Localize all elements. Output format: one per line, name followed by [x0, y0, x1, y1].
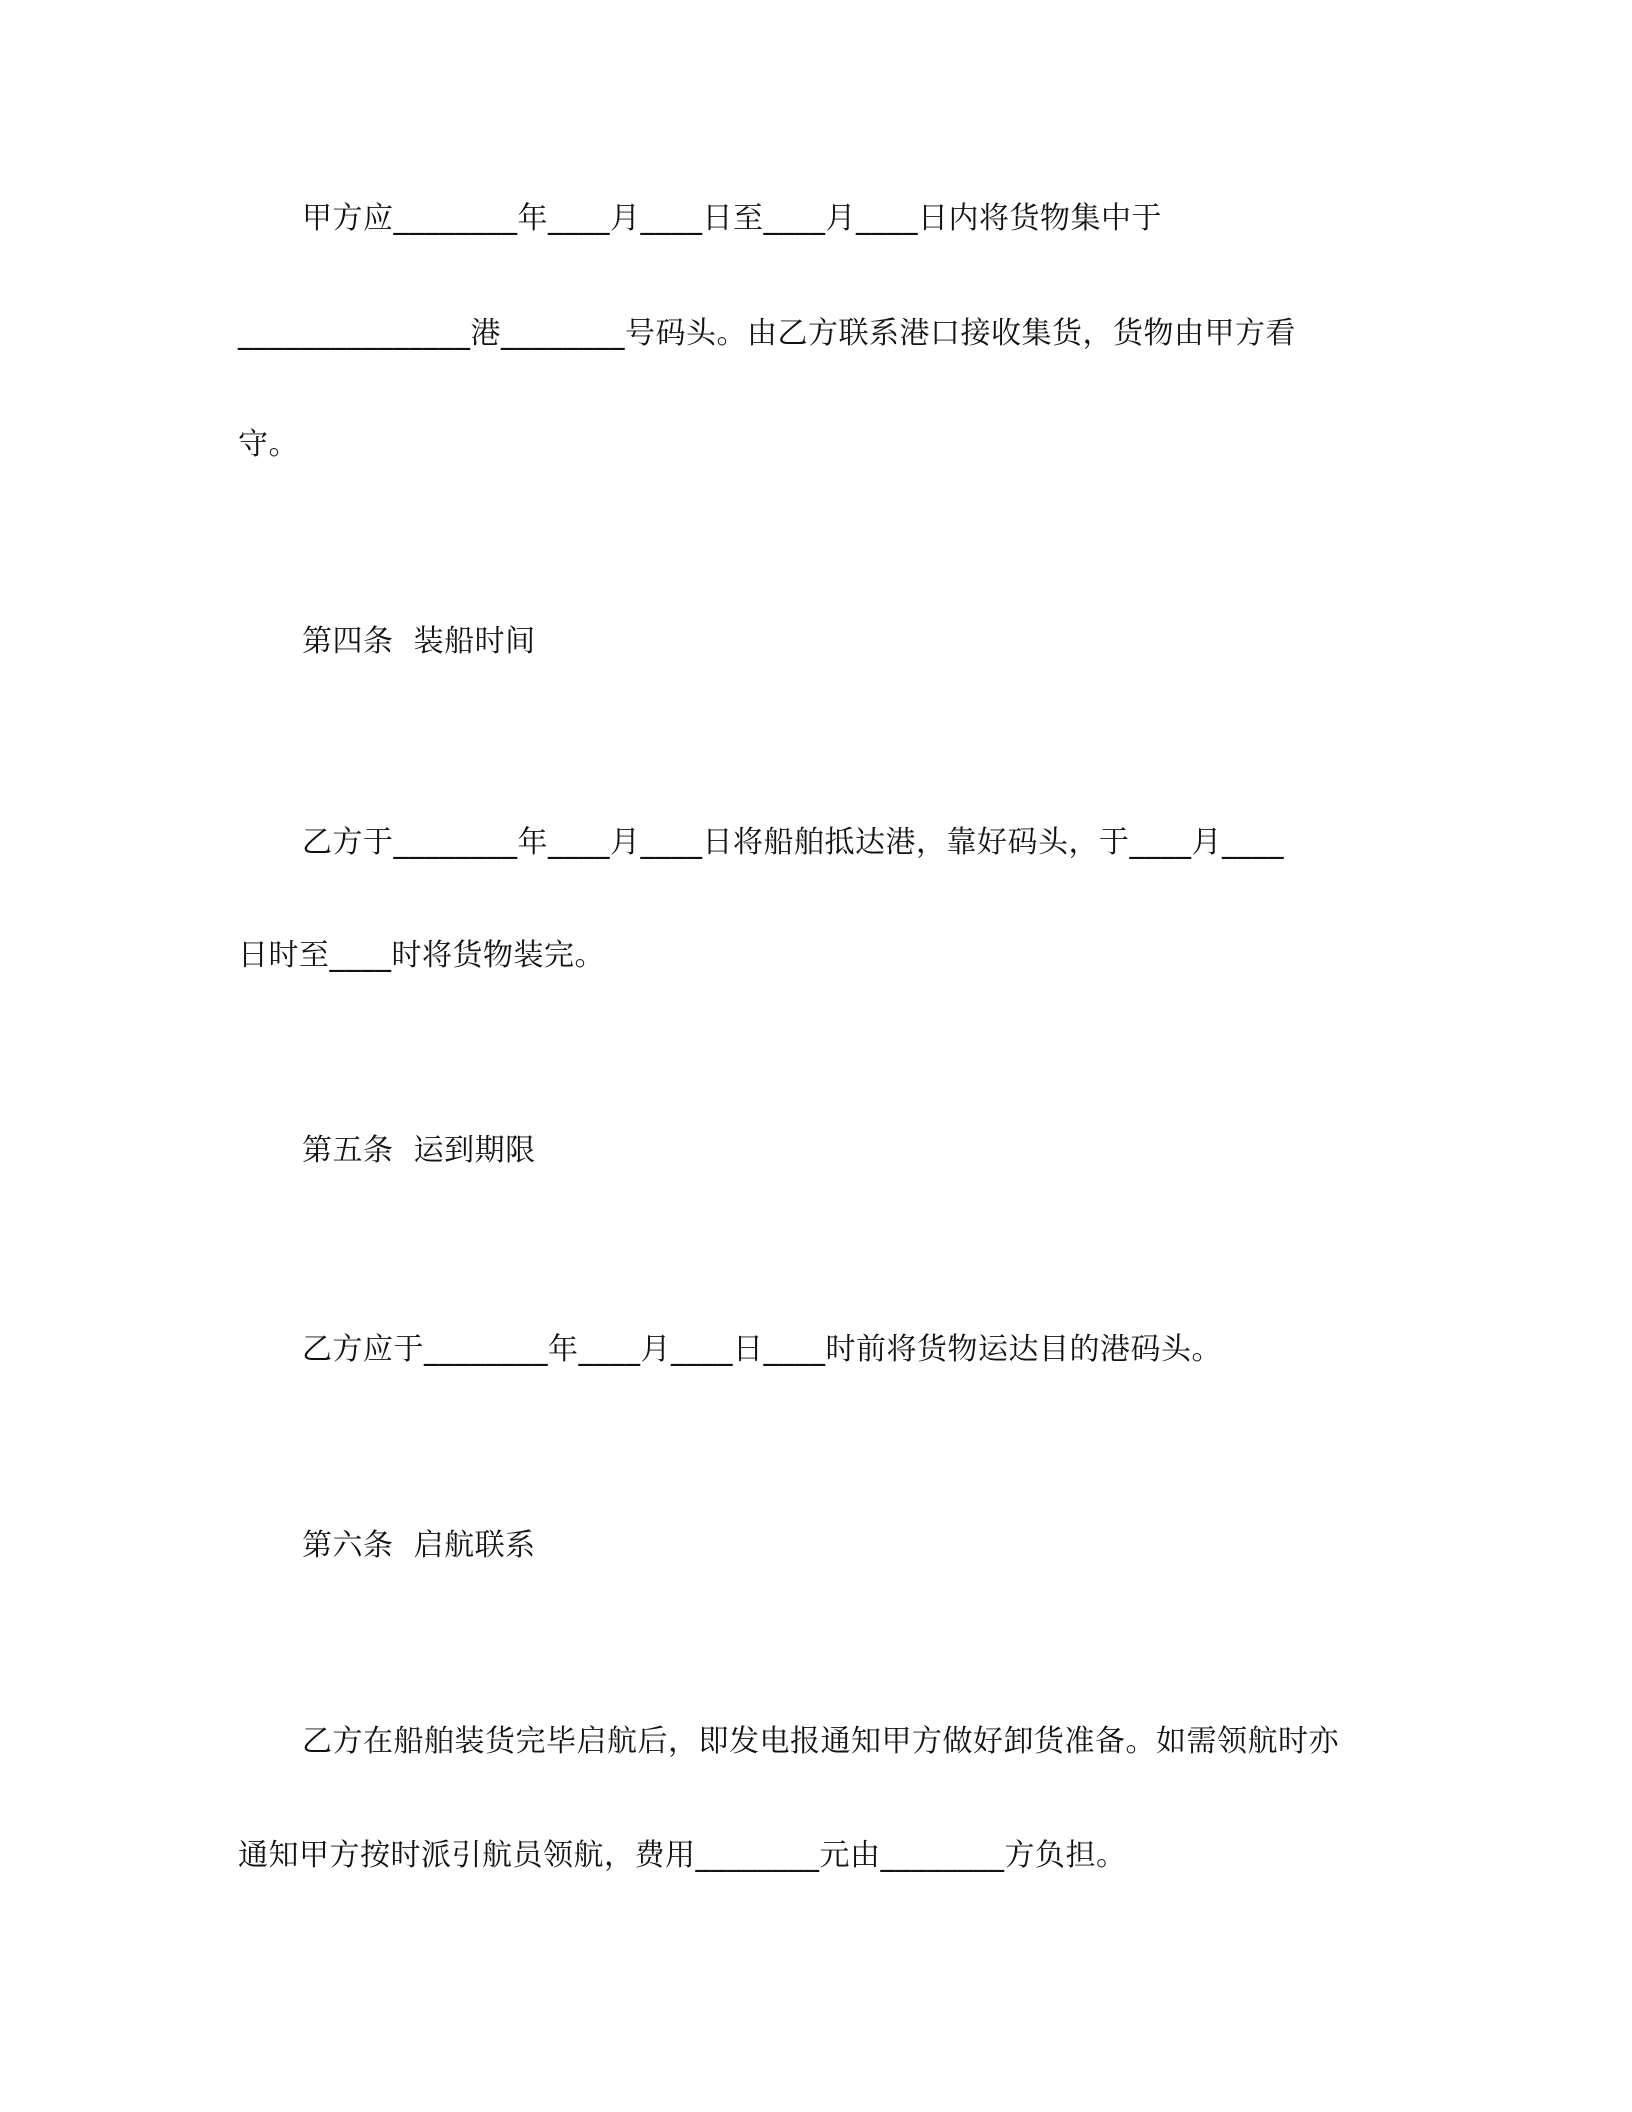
paragraph-delivery-line-3: 守。	[238, 427, 299, 462]
article-6-heading: 第六条 启航联系	[302, 1528, 536, 1563]
paragraph-delivery-line-2: _______________港________号码头。由乙方联系港口接收集货，货物由甲方看	[238, 316, 1296, 351]
article-5-heading: 第五条 运到期限	[302, 1133, 536, 1168]
article-4-heading: 第四条 装船时间	[302, 624, 536, 659]
paragraph-delivery-line-1: 甲方应________年____月____日至____月____日内将货物集中于	[302, 201, 1162, 236]
paragraph-departure-line-2: 通知甲方按时派引航员领航，费用________元由________方负担。	[238, 1838, 1127, 1873]
paragraph-departure-line-1: 乙方在船舶装货完毕启航后，即发电报通知甲方做好卸货准备。如需领航时亦	[302, 1724, 1339, 1759]
paragraph-loading-line-2: 日时至____时将货物装完。	[238, 938, 605, 973]
paragraph-loading-line-1: 乙方于________年____月____日将船舶抵达港，靠好码头，于____月____	[302, 825, 1284, 860]
paragraph-delivery-deadline: 乙方应于________年____月____日____时前将货物运达目的港码头。	[302, 1332, 1222, 1367]
